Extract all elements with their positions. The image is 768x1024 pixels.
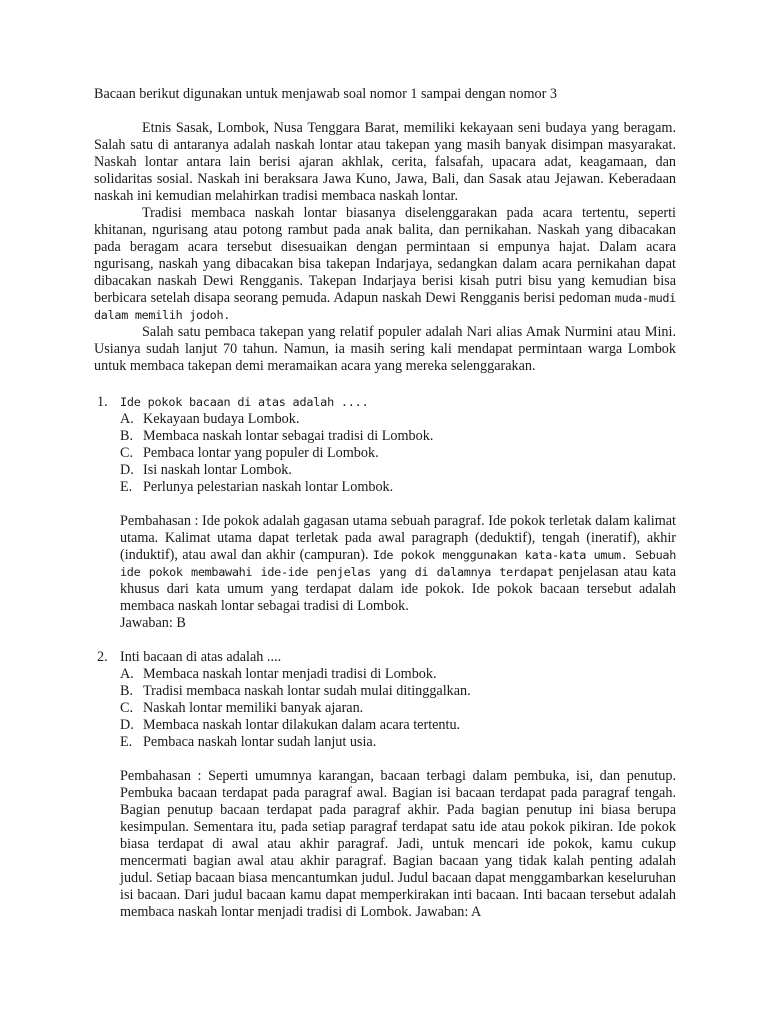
document-page	[94, 86, 676, 938]
discussion-body: Pembahasan : Seperti umumnya karangan, bacaan terbagi dalam pembuka, isi, dan penutup. Pembuka bacaan terdapat pada paragraf awal. Bagian isi bacaan terdapat pada paragraf tengah. Bagian penutup bacaan terdapat pada paragraf akhir. Pada bagian penutup ini biasa berupa kesimpulan. Sementara itu, pada setiap paragraf terdapat satu ide atau pokok pikiran. Ide pokok biasa terdapat di awal atau akhir paragraf. Jadi, untuk mencari ide pokok, kamu cukup mencermati bagian awal atau akhir paragraf. Bagian bacaan yang tidak kalah penting adalah judul. Setiap bacaan biasa mencantumkan judul. Judul bacaan dapat menggambarkan keseluruhan isi bacaan. Dari judul bacaan kamu dapat memperkirakan inti bacaan. Inti bacaan tersebut adalah membaca naskah lontar menjadi tradisi di Lombok.	[120, 768, 676, 920]
option-text: Membaca naskah lontar menjadi tradisi di Lombok.	[143, 666, 437, 682]
option-c	[120, 700, 676, 717]
option-letter: B.	[120, 683, 134, 699]
question-number: 1.	[97, 394, 108, 410]
option-c	[120, 445, 676, 462]
option-a	[120, 666, 676, 683]
option-text: Pembaca naskah lontar sudah lanjut usia.	[143, 734, 377, 750]
option-text: Perlunya pelestarian naskah lontar Lombok.	[143, 479, 394, 495]
passage-paragraph-2-tail: muda-mudi dalam memilih jodoh.	[94, 291, 676, 322]
option-letter: C.	[120, 445, 134, 461]
option-text: Membaca naskah lontar dilakukan dalam acara tertentu.	[143, 717, 461, 733]
option-text: Isi naskah lontar Lombok.	[143, 462, 292, 478]
discussion-part-a: Pembahasan : Ide pokok adalah gagasan utama sebuah paragraf. Ide pokok terletak dalam kalimat utama. Kalimat utama dapat terletak pada awal paragraph (deduktif), tengah (ineratif), akhir (induktif), atau awal dan akhir (campuran).	[120, 513, 676, 563]
option-letter: B.	[120, 428, 134, 444]
option-letter: A.	[120, 411, 134, 427]
question-text: Ide pokok bacaan di atas adalah ....	[120, 395, 369, 409]
question-number: 2.	[97, 649, 108, 665]
option-text: Naskah lontar memiliki banyak ajaran.	[143, 700, 364, 716]
option-text: Pembaca lontar yang populer di Lombok.	[143, 445, 379, 461]
discussion-1	[120, 513, 676, 632]
option-letter: C.	[120, 700, 134, 716]
discussion-text	[120, 768, 676, 921]
question-2	[97, 649, 676, 751]
option-letter: E.	[120, 734, 133, 750]
option-letter: D.	[120, 717, 134, 733]
question-1	[97, 394, 676, 496]
answer-key: Jawaban: A	[415, 904, 482, 920]
option-b	[120, 683, 676, 700]
passage-paragraph-1: Etnis Sasak, Lombok, Nusa Tenggara Barat, memiliki kekayaan seni budaya yang beragam. Salah satu di antaranya adalah naskah lontar atau takepan yang masih banyak disimpan masyarakat. Naskah lontar antara lain berisi ajaran akhlak, cerita, falsafah, upacara adat, keagamaan, dan solidaritas sosial. Naskah ini beraksara Jawa Kuno, Jawa, Bali, dan Sasak atau Jejawan. Keberadaan naskah ini kemudian melahirkan tradisi membaca naskah lontar.	[94, 120, 676, 204]
option-letter: A.	[120, 666, 134, 682]
option-letter: D.	[120, 462, 134, 478]
option-text: Membaca naskah lontar sebagai tradisi di Lombok.	[143, 428, 434, 444]
passage-paragraph-2-text: Tradisi membaca naskah lontar biasanya diselenggarakan pada acara tertentu, seperti khitanan, ngurisang atau potong rambut pada anak balita, dan pernikahan. Naskah yang dibacakan pada beragam acara tersebut disesuaikan dengan permintaan si empunya hajat. Dalam acara ngurisang, naskah yang dibacakan bisa takepan Indarjaya, sedangkan dalam acara pernikahan dapat dibacakan naskah Dewi Rengganis. Takepan Indarjaya berisi kisah putri bisu yang kemudian bisa berbicara setelah disapa seorang pemuda. Adapun naskah Dewi Rengganis berisi pedoman	[94, 205, 676, 306]
option-text: Tradisi membaca naskah lontar sudah mulai ditinggalkan.	[143, 683, 471, 699]
option-e	[120, 479, 676, 496]
reading-instruction: Bacaan berikut digunakan untuk menjawab soal nomor 1 sampai dengan nomor 3	[94, 86, 557, 102]
passage-paragraph-3: Salah satu pembaca takepan yang relatif populer adalah Nari alias Amak Nurmini atau Mini. Usianya sudah lanjut 70 tahun. Namun, ia masih sering kali mendapat permintaan warga Lombok untuk membaca takepan demi meramaikan acara yang mereka selenggarakan.	[94, 324, 676, 374]
discussion-text	[120, 513, 676, 615]
answer-options	[120, 411, 676, 496]
question-text: Inti bacaan di atas adalah ....	[120, 649, 282, 665]
option-d	[120, 717, 676, 734]
discussion-part-b: Ide pokok menggunakan kata-kata umum. Sebuah ide pokok membawahi ide-ide penjelas yang di dalamnya terdapat	[120, 548, 676, 579]
option-e	[120, 734, 676, 751]
option-letter: E.	[120, 479, 133, 495]
discussion-part-c: penjelasan atau kata khusus dari kata umum yang terdapat dalam ide pokok. Ide pokok bacaan tersebut adalah membaca naskah lontar sebagai tradisi di Lombok.	[120, 564, 677, 614]
reading-passage	[94, 120, 676, 375]
option-d	[120, 462, 676, 479]
discussion-2	[120, 768, 676, 921]
answer-options	[120, 666, 676, 751]
passage-paragraph-2	[94, 205, 676, 324]
answer-key: Jawaban: B	[120, 615, 186, 631]
option-a	[120, 411, 676, 428]
option-b	[120, 428, 676, 445]
option-text: Kekayaan budaya Lombok.	[143, 411, 300, 427]
